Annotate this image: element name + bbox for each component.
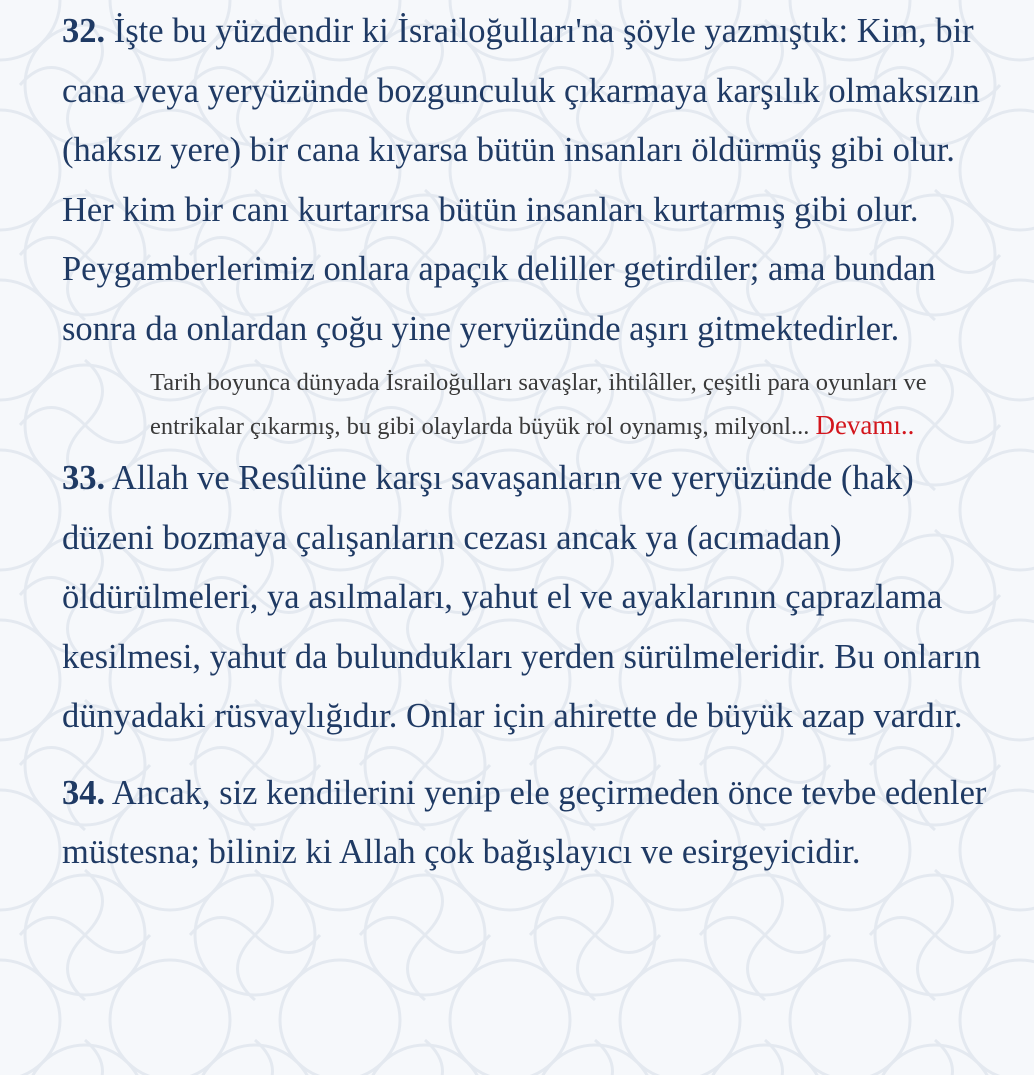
read-more-link[interactable]: Devamı.. xyxy=(815,410,915,440)
verse-text: İşte bu yüzdendir ki İsrailoğulları'na şöyle yazmıştık: Kim, bir cana veya yeryüzünde bozgunculuk çıkarmaya karşılık olmaksızın (haksız yere) bir cana kıyarsa bütün insanları öldürmüş gibi olur. Her kim bir canı kurtarırsa bütün insanları kurtarmış gibi olur. Peygamberlerimiz onlara apaçık deliller getirdiler; ama bundan sonra da onlardan çoğu yine yeryüzünde aşırı gitmektedirler. xyxy=(62,12,980,348)
commentary-text: Tarih boyunca dünyada İsrailoğulları savaşlar, ihtilâller, çeşitli para oyunları ve entrikalar çıkarmış, bu gibi olaylarda büyük rol oynamış, milyonl... xyxy=(150,369,927,440)
verse-34 xyxy=(62,764,1014,883)
verse-text: Allah ve Resûlüne karşı savaşanların ve yeryüzünde (hak) düzeni bozmaya çalışanların cezası ancak ya (acımadan) öldürülmeleri, ya asılmaları, yahut el ve ayaklarının çaprazlama kesilmesi, yahut da bulundukları yerden sürülmeleridir. Bu onların dünyadaki rüsvaylığıdır. Onlar için ahirette de büyük azap vardır. xyxy=(62,459,981,735)
verse-number: 32. xyxy=(62,12,106,50)
verse-number: 33. xyxy=(62,459,106,497)
commentary-excerpt xyxy=(62,362,1014,448)
verse-32 xyxy=(62,0,1014,359)
verse-number: 34. xyxy=(62,773,106,812)
verse-33 xyxy=(62,449,1014,747)
verse-text: Ancak, siz kendilerini yenip ele geçirmeden önce tevbe edenler müstesna; biliniz ki Allah çok bağışlayıcı ve esirgeyicidir. xyxy=(62,773,987,871)
